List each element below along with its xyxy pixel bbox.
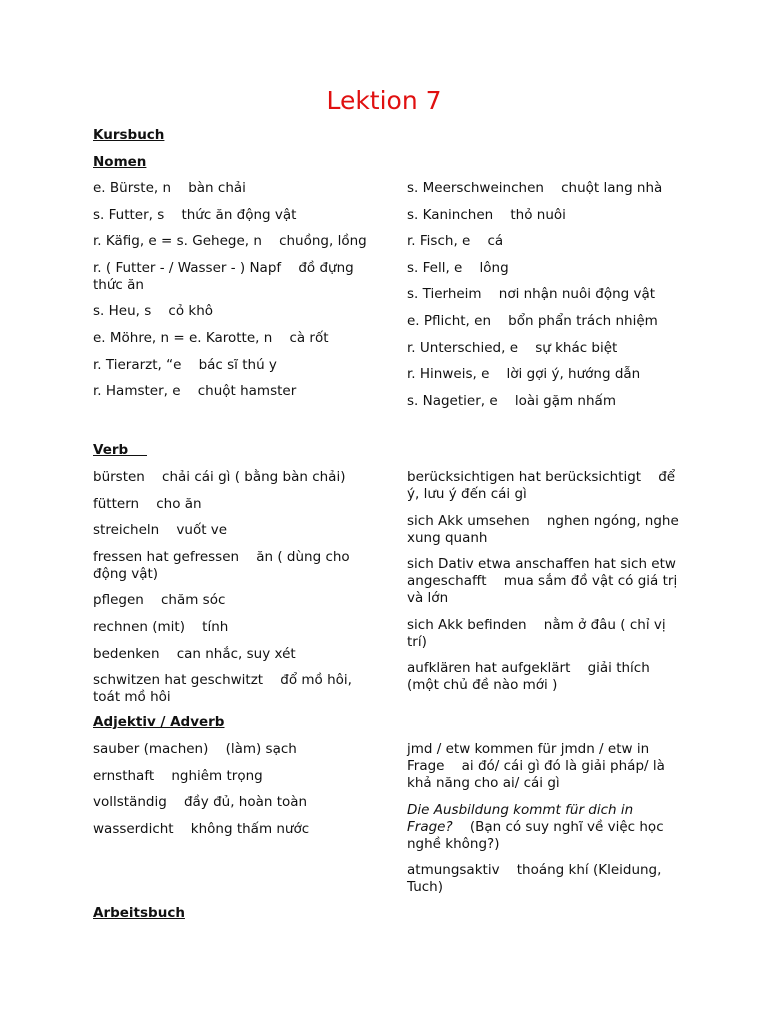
vocab-german: berücksichtigen hat berücksichtigt <box>407 469 642 485</box>
vocab-german: e. Pflicht, en <box>407 312 491 329</box>
vocab-german: r. Fisch, e <box>407 233 471 250</box>
vocab-german: s. Heu, s <box>93 303 152 320</box>
vocab-german: sauber (machen) <box>93 741 209 757</box>
vocab-entry <box>407 617 682 651</box>
vocab-german: atmungsaktiv <box>407 862 500 879</box>
vocab-german: Die Ausbildung kommt für dich in Frage? <box>407 801 634 835</box>
heading-verb: Verb <box>93 442 147 458</box>
vocab-vietnamese: đầy đủ, hoàn toàn <box>183 794 308 811</box>
vocab-vietnamese: nghiêm trọng <box>171 767 263 784</box>
vocab-german: s. Futter, s <box>93 206 165 223</box>
vocab-entry <box>407 393 682 410</box>
vocab-german: aufklären hat aufgeklärt <box>407 660 571 677</box>
vocab-vietnamese: ăn ( dùng cho động vật) <box>93 548 350 582</box>
vocab-vietnamese: (Bạn có suy nghĩ về việc học nghề không?) <box>407 818 664 852</box>
vocab-vietnamese: chuột hamster <box>197 383 297 400</box>
vocab-vietnamese: đổ mồ hôi, toát mồ hôi <box>93 672 352 706</box>
vocab-entry <box>93 180 368 197</box>
heading-adjektiv-adverb: Adjektiv / Adverb <box>93 714 225 730</box>
vocab-vietnamese: thức ăn động vật <box>181 206 297 223</box>
vocab-german: sich Akk umsehen <box>407 512 530 529</box>
vocab-german: sich Akk befinden <box>407 616 527 633</box>
vocab-vietnamese: cho ăn <box>156 495 202 512</box>
vocab-vietnamese: ai đó/ cái gì đó là giải pháp/ là khả năng cho ai/ cái gì <box>407 758 665 791</box>
vocab-vietnamese: cỏ khô <box>168 303 214 320</box>
vocab-entry <box>407 513 682 547</box>
vocab-vietnamese: vuốt ve <box>176 522 228 539</box>
vocab-vietnamese: đồ đựng thức ăn <box>93 259 354 293</box>
vocab-entry <box>93 303 368 320</box>
heading-arbeitsbuch: Arbeitsbuch <box>93 905 185 921</box>
vocab-german: r. Hinweis, e <box>407 366 490 383</box>
vocab-entry <box>407 233 682 250</box>
vocab-german: streicheln <box>93 522 160 539</box>
vocab-german: bürsten <box>93 469 145 485</box>
vocab-german: füttern <box>93 495 140 512</box>
vocab-entry <box>407 802 682 853</box>
vocab-german: rechnen (mit) <box>93 618 185 635</box>
vocab-entry <box>407 556 682 607</box>
vocab-german: r. Käfig, e = s. Gehege, n <box>93 233 262 250</box>
vocab-entry <box>93 522 368 539</box>
vocab-german: ernsthaft <box>93 767 155 784</box>
vocab-vietnamese: cá <box>487 233 504 250</box>
vocab-entry <box>407 862 682 896</box>
vocab-german: bedenken <box>93 645 160 662</box>
vocab-vietnamese: lông <box>479 259 509 276</box>
vocab-entry <box>407 741 682 792</box>
vocab-entry <box>93 233 368 250</box>
vocab-german: jmd / etw kommen für jmdn / etw in Frage <box>407 741 650 774</box>
adjektiv-left-list <box>93 741 368 847</box>
page-title: Lektion 7 <box>326 86 442 115</box>
vocab-german: r. Hamster, e <box>93 383 181 400</box>
vocab-entry <box>93 821 368 838</box>
vocab-vietnamese: nằm ở đâu ( chỉ vị trí) <box>407 616 666 650</box>
vocab-vietnamese: bàn chải <box>188 180 246 196</box>
vocab-vietnamese: không thấm nước <box>190 820 310 837</box>
vocab-entry <box>93 357 368 374</box>
vocab-entry <box>93 619 368 636</box>
vocab-entry <box>93 592 368 609</box>
vocab-entry <box>93 768 368 785</box>
vocab-german: sich Dativ etwa anschaffen hat sich etw angeschafft <box>407 556 676 590</box>
vocab-vietnamese: thoáng khí (Kleidung, Tuch) <box>407 862 662 896</box>
vocab-entry <box>93 330 368 347</box>
vocab-vietnamese: để ý, lưu ý đến cái gì <box>407 469 676 502</box>
vocab-vietnamese: chuồng, lồng <box>279 233 367 250</box>
verb-right-list <box>407 469 682 704</box>
vocab-german: schwitzen hat geschwitzt <box>93 672 264 689</box>
vocab-entry <box>407 260 682 277</box>
vocab-german: s. Tierheim <box>407 286 482 303</box>
vocab-german: pflegen <box>93 592 144 609</box>
vocab-german: wasserdicht <box>93 820 174 837</box>
vocab-vietnamese: (làm) sạch <box>225 741 297 757</box>
nomen-left-list <box>93 180 368 410</box>
vocab-entry <box>407 469 682 503</box>
vocab-vietnamese: lời gợi ý, hướng dẫn <box>506 366 641 383</box>
vocab-german: fressen hat gefressen <box>93 548 240 565</box>
vocab-entry <box>93 496 368 513</box>
vocab-entry <box>93 672 368 706</box>
vocab-vietnamese: thỏ nuôi <box>510 206 566 223</box>
vocab-entry <box>93 383 368 400</box>
vocab-vietnamese: tính <box>202 618 229 635</box>
vocab-entry <box>407 286 682 303</box>
vocab-vietnamese: bổn phẩn trách nhiệm <box>508 312 658 329</box>
vocab-vietnamese: chăm sóc <box>160 592 226 609</box>
vocab-entry <box>93 646 368 663</box>
vocab-entry <box>93 260 368 294</box>
vocab-german: s. Nagetier, e <box>407 392 498 409</box>
vocab-entry <box>407 180 682 197</box>
vocab-entry <box>93 549 368 583</box>
vocab-entry <box>93 207 368 224</box>
vocab-german: vollständig <box>93 794 167 811</box>
vocab-entry <box>407 366 682 383</box>
vocab-german: r. Tierarzt, “e <box>93 356 182 373</box>
vocab-entry <box>93 794 368 811</box>
vocab-vietnamese: can nhắc, suy xét <box>176 645 296 662</box>
vocab-german: s. Meerschweinchen <box>407 180 544 196</box>
vocab-entry <box>93 741 368 758</box>
vocab-vietnamese: giải thích (một chủ đề nào mới ) <box>407 660 650 694</box>
vocab-entry <box>407 207 682 224</box>
vocab-vietnamese: bác sĩ thú y <box>198 356 277 373</box>
vocab-vietnamese: mua sắm đồ vật có giá trị và lớn <box>407 573 678 607</box>
nomen-right-list <box>407 180 682 419</box>
vocab-german: s. Kaninchen <box>407 206 494 223</box>
vocab-vietnamese: chải cái gì ( bằng bàn chải) <box>162 469 346 485</box>
vocab-vietnamese: cà rốt <box>289 329 329 346</box>
vocab-german: r. ( Futter - / Wasser - ) Napf <box>93 259 282 276</box>
vocab-vietnamese: nơi nhận nuôi động vật <box>498 286 656 303</box>
vocab-vietnamese: chuột lang nhà <box>561 180 663 196</box>
vocab-entry <box>93 469 368 486</box>
heading-kursbuch: Kursbuch <box>93 127 165 143</box>
vocab-vietnamese: loài gặm nhấm <box>514 392 616 409</box>
vocab-german: e. Bürste, n <box>93 180 172 196</box>
vocab-vietnamese: nghen ngóng, nghe xung quanh <box>407 512 679 546</box>
vocab-german: s. Fell, e <box>407 259 463 276</box>
vocab-german: e. Möhre, n = e. Karotte, n <box>93 329 273 346</box>
adjektiv-right-list <box>407 741 682 906</box>
vocab-vietnamese: sự khác biệt <box>535 339 618 356</box>
vocab-entry <box>407 313 682 330</box>
vocab-entry <box>407 660 682 694</box>
heading-nomen: Nomen <box>93 154 147 170</box>
vocab-entry <box>407 340 682 357</box>
vocab-german: r. Unterschied, e <box>407 339 519 356</box>
verb-left-list <box>93 469 368 716</box>
